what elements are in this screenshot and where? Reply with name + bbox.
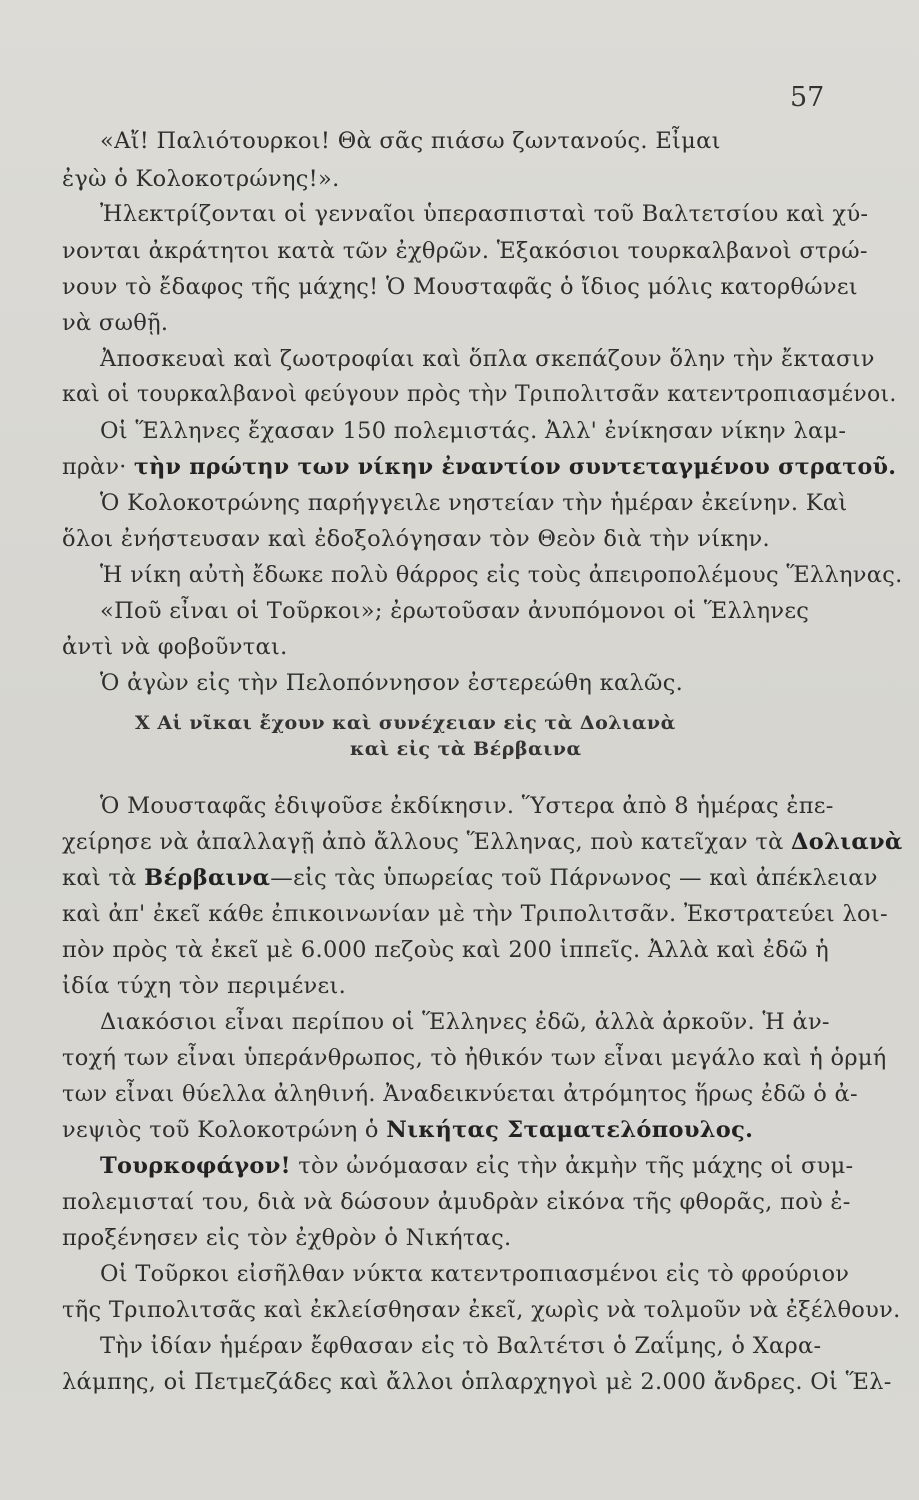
- text-line: [62, 1117, 753, 1143]
- text-fragment: νεψιὸς τοῦ Κολοκοτρώνη ὁ: [62, 1117, 379, 1143]
- emphasis-text: Νικήτας Σταματελόπουλος.: [386, 1117, 754, 1143]
- text-line: Ὁ Κολοκοτρώνης παρήγγειλε νηστείαν τὴν ἡμέραν ἐκείνην. Καὶ: [100, 490, 848, 516]
- text-line: Οἱ Ἕλληνες ἔχασαν 150 πολεμιστάς. Ἀλλ' ἐνίκησαν νίκην λαμ-: [100, 418, 847, 444]
- text-line: Ὁ Μουσταφᾶς ἐδιψοῦσε ἐκδίκησιν. Ὕστερα ἀπὸ 8 ἡμέρας ἐπε-: [100, 793, 834, 819]
- text-line: «Αἴ! Παλιότουρκοι! Θὰ σᾶς πιάσω ζωντανούς. Εἶμαι: [100, 128, 721, 154]
- text-line: νουν τὸ ἔδαφος τῆς μάχης! Ὁ Μουσταφᾶς ὁ ἴδιος μόλις κατορθώνει: [62, 274, 858, 300]
- text-line: ἀντὶ νὰ φοβοῦνται.: [62, 634, 288, 660]
- text-line: τῆς Τριπολιτσᾶς καὶ ἐκλείσθησαν ἐκεῖ, χωρὶς νὰ τολμοῦν νὰ ἐξέλθουν.: [62, 1297, 901, 1323]
- page-number: 57: [790, 82, 825, 113]
- text-line: τοχή των εἶναι ὑπεράνθρωπος, τὸ ἠθικόν των εἶναι μεγάλο καὶ ἡ ὁρμή: [62, 1045, 887, 1071]
- text-line: ὅλοι ἐνήστευσαν καὶ ἐδοξολόγησαν τὸν Θεὸν διὰ τὴν νίκην.: [62, 526, 770, 552]
- text-line: Ἡ νίκη αὐτὴ ἔδωκε πολὺ θάρρος εἰς τοὺς ἀπειροπολέμους Ἕλληνας.: [100, 562, 903, 588]
- text-line: Ἠλεκτρίζονται οἱ γενναῖοι ὑπερασπισταὶ τοῦ Βαλτετσίου καὶ χύ-: [100, 201, 869, 227]
- section-number: X: [135, 712, 151, 734]
- emphasis-text: τὴν πρώτην των νίκην ἐναντίον συντεταγμένου στρατοῦ.: [133, 454, 897, 480]
- text-fragment: χείρησε νὰ ἀπαλλαγῇ ἀπὸ ἄλλους Ἕλληνας, ποὺ κατεῖχαν τὰ: [62, 829, 784, 855]
- section-heading-line2: καὶ εἰς τὰ Βέρβαινα: [350, 738, 582, 760]
- section-title-line1: Αἱ νῖκαι ἔχουν καὶ συνέχειαν εἰς τὰ Δολιανὰ: [157, 712, 676, 734]
- text-line: καὶ ἀπ' ἐκεῖ κάθε ἐπικοινωνίαν μὲ τὴν Τριπολιτσᾶν. Ἐκστρατεύει λοι-: [62, 901, 888, 927]
- text-line: των εἶναι θύελλα ἀληθινή. Ἀναδεικνύεται ἀτρόμητος ἥρως ἐδῶ ὁ ἀ-: [62, 1081, 858, 1107]
- text-line: Ὁ ἀγὼν εἰς τὴν Πελοπόννησον ἐστερεώθη καλῶς.: [100, 670, 684, 696]
- text-line: [100, 1153, 853, 1179]
- text-line: προξένησεν εἰς τὸν ἐχθρὸν ὁ Νικήτας.: [62, 1225, 512, 1251]
- text-line: [62, 454, 896, 480]
- emphasis-text: Τουρκοφάγον!: [100, 1153, 291, 1179]
- text-line: λάμπης, οἱ Πετμεζάδες καὶ ἄλλοι ὁπλαρχηγοὶ μὲ 2.000 ἄνδρες. Οἱ Ἕλ-: [62, 1369, 892, 1395]
- text-line: πὸν πρὸς τὰ ἐκεῖ μὲ 6.000 πεζοὺς καὶ 200 ἱππεῖς. Ἀλλὰ καὶ ἐδῶ ἡ: [62, 937, 830, 963]
- text-line: πολεμισταί του, διὰ νὰ δώσουν ἀμυδρὰν εἰκόνα τῆς φθορᾶς, ποὺ ἐ-: [62, 1189, 851, 1215]
- text-line: ἐγὼ ὁ Κολοκοτρώνης!».: [62, 166, 340, 192]
- emphasis-text: Δολιανὰ: [791, 829, 903, 855]
- text-fragment: καὶ τὰ: [62, 865, 137, 891]
- text-line: Οἱ Τοῦρκοι εἰσῆλθαν νύκτα κατεντροπιασμένοι εἰς τὸ φρούριον: [100, 1261, 850, 1287]
- text-line: [62, 829, 903, 855]
- text-line: ἰδία τύχη τὸν περιμένει.: [62, 973, 347, 999]
- text-fragment: —εἰς τὰς ὑπωρείας τοῦ Πάρνωνος — καὶ ἀπέκλειαν: [270, 865, 878, 891]
- text-line: νὰ σωθῇ.: [62, 310, 169, 336]
- text-line: Ἀποσκευαὶ καὶ ζωοτροφίαι καὶ ὅπλα σκεπάζουν ὅλην τὴν ἔκτασιν: [100, 346, 875, 372]
- section-heading-line1: [135, 712, 676, 734]
- text-line: [62, 865, 878, 891]
- text-fragment: τὸν ὠνόμασαν εἰς τὴν ἀκμὴν τῆς μάχης οἱ συμ-: [298, 1153, 854, 1179]
- text-fragment: πρὰν·: [62, 454, 127, 480]
- text-line: «Ποῦ εἶναι οἱ Τοῦρκοι»; ἐρωτοῦσαν ἀνυπόμονοι οἱ Ἕλληνες: [100, 598, 810, 624]
- emphasis-text: Βέρβαινα: [144, 865, 271, 891]
- text-line: Διακόσιοι εἶναι περίπου οἱ Ἕλληνες ἐδῶ, ἀλλὰ ἀρκοῦν. Ἡ ἀν-: [100, 1009, 830, 1035]
- text-line: νονται ἀκράτητοι κατὰ τῶν ἐχθρῶν. Ἑξακόσιοι τουρκαλβανοὶ στρώ-: [62, 238, 868, 264]
- text-line: Τὴν ἰδίαν ἡμέραν ἔφθασαν εἰς τὸ Βαλτέτσι ὁ Ζαΐμης, ὁ Χαρα-: [100, 1333, 822, 1359]
- text-line: καὶ οἱ τουρκαλβανοὶ φεύγουν πρὸς τὴν Τριπολιτσᾶν κατεντροπιασμένοι.: [62, 382, 897, 407]
